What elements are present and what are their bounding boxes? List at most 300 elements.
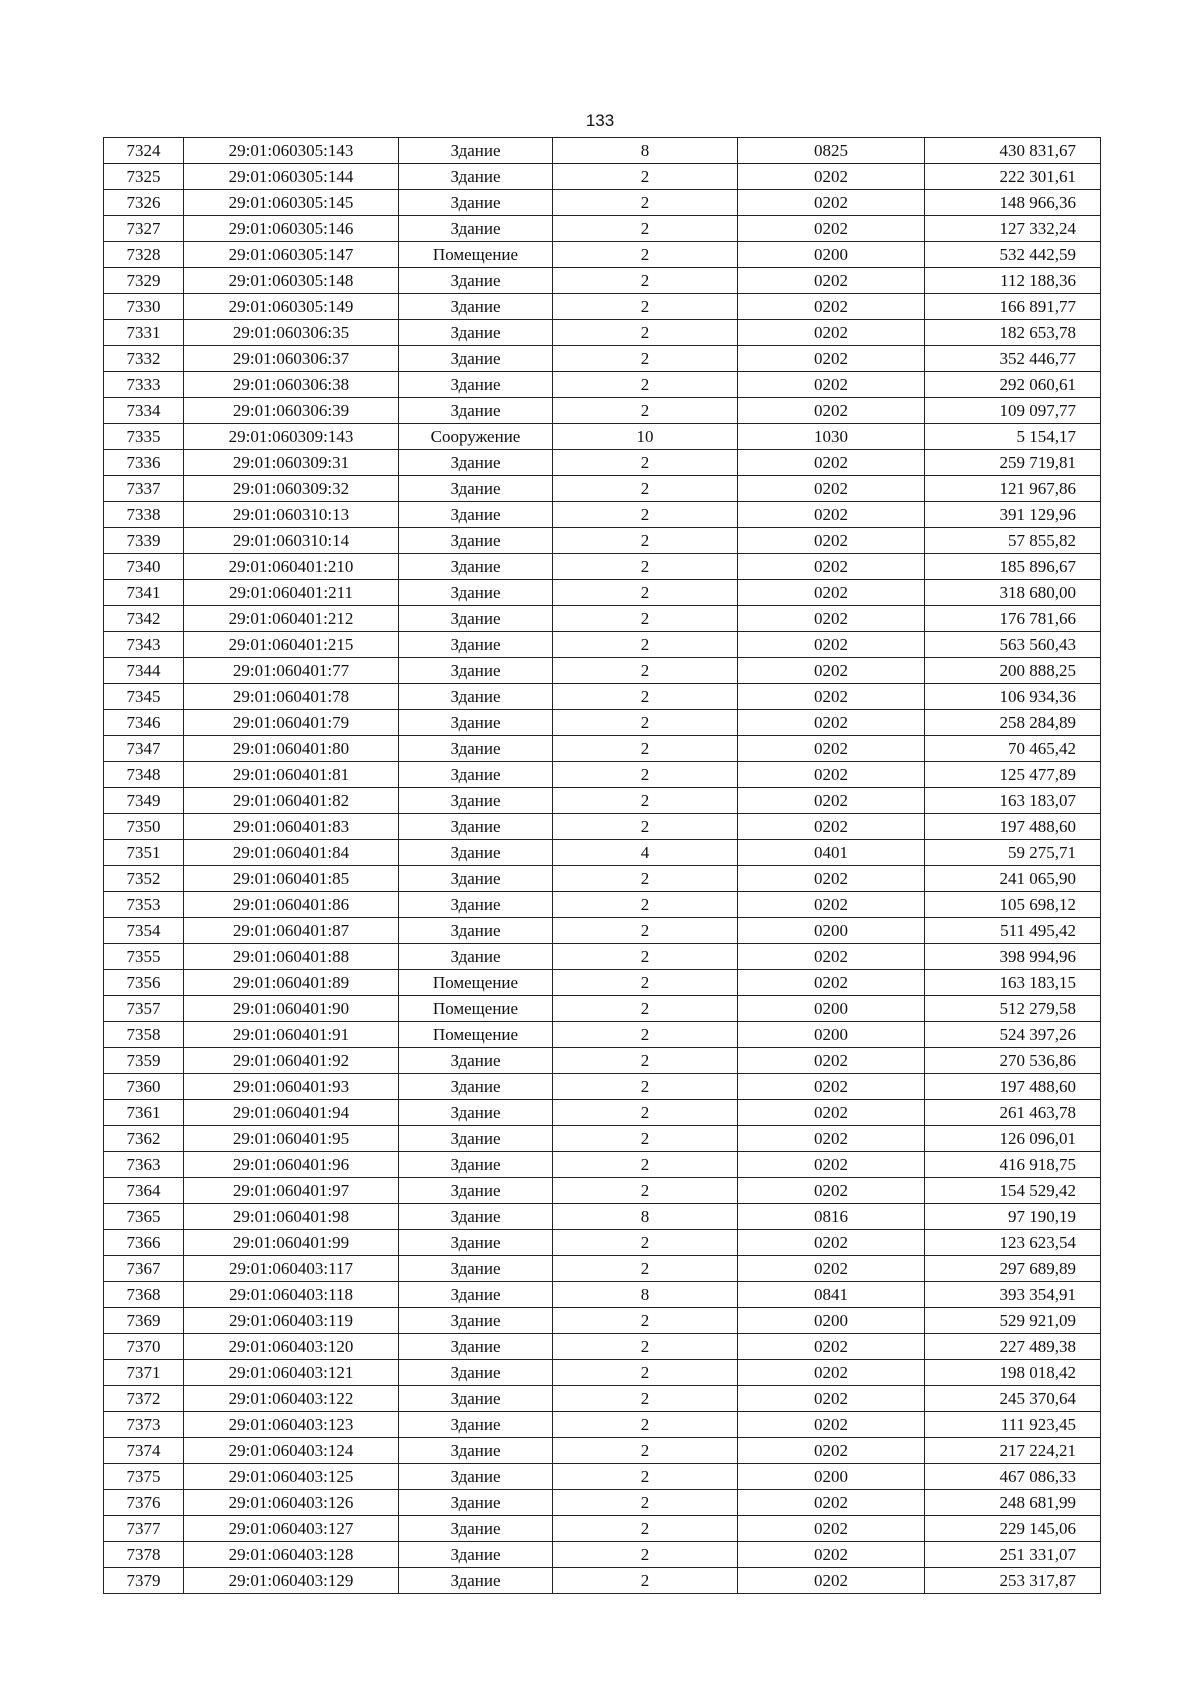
code-cell: 0202 <box>738 1230 925 1256</box>
code-cell: 0202 <box>738 1048 925 1074</box>
object-type-cell: Здание <box>399 1438 553 1464</box>
row-number-cell: 7362 <box>104 1126 184 1152</box>
object-type-cell: Помещение <box>399 1022 553 1048</box>
value-cell: 176 781,66 <box>925 606 1101 632</box>
table-row <box>104 1048 1101 1074</box>
object-type-cell: Здание <box>399 710 553 736</box>
table-row <box>104 242 1101 268</box>
cadastral-number-cell: 29:01:060401:88 <box>184 944 399 970</box>
object-type-cell: Здание <box>399 762 553 788</box>
group-cell: 2 <box>553 996 738 1022</box>
value-cell: 259 719,81 <box>925 450 1101 476</box>
table-row <box>104 710 1101 736</box>
row-number-cell: 7329 <box>104 268 184 294</box>
table-row <box>104 268 1101 294</box>
cadastral-number-cell: 29:01:060401:80 <box>184 736 399 762</box>
group-cell: 2 <box>553 320 738 346</box>
object-type-cell: Здание <box>399 1126 553 1152</box>
table-row <box>104 840 1101 866</box>
code-cell: 0202 <box>738 892 925 918</box>
code-cell: 0202 <box>738 684 925 710</box>
object-type-cell: Здание <box>399 502 553 528</box>
code-cell: 0202 <box>738 814 925 840</box>
row-number-cell: 7327 <box>104 216 184 242</box>
object-type-cell: Здание <box>399 294 553 320</box>
object-type-cell: Здание <box>399 164 553 190</box>
value-cell: 467 086,33 <box>925 1464 1101 1490</box>
group-cell: 2 <box>553 944 738 970</box>
object-type-cell: Помещение <box>399 996 553 1022</box>
cadastral-number-cell: 29:01:060401:211 <box>184 580 399 606</box>
object-type-cell: Здание <box>399 320 553 346</box>
object-type-cell: Здание <box>399 1100 553 1126</box>
code-cell: 0202 <box>738 294 925 320</box>
cadastral-number-cell: 29:01:060401:212 <box>184 606 399 632</box>
table-row <box>104 320 1101 346</box>
code-cell: 0202 <box>738 580 925 606</box>
object-type-cell: Здание <box>399 1152 553 1178</box>
group-cell: 2 <box>553 814 738 840</box>
group-cell: 2 <box>553 1308 738 1334</box>
group-cell: 2 <box>553 866 738 892</box>
cadastral-number-cell: 29:01:060403:119 <box>184 1308 399 1334</box>
table-row <box>104 502 1101 528</box>
cadastral-number-cell: 29:01:060305:146 <box>184 216 399 242</box>
row-number-cell: 7325 <box>104 164 184 190</box>
cadastral-number-cell: 29:01:060305:144 <box>184 164 399 190</box>
value-cell: 97 190,19 <box>925 1204 1101 1230</box>
value-cell: 197 488,60 <box>925 1074 1101 1100</box>
row-number-cell: 7339 <box>104 528 184 554</box>
cadastral-number-cell: 29:01:060403:123 <box>184 1412 399 1438</box>
table-row <box>104 528 1101 554</box>
object-type-cell: Здание <box>399 814 553 840</box>
table-row <box>104 216 1101 242</box>
row-number-cell: 7363 <box>104 1152 184 1178</box>
object-type-cell: Здание <box>399 1204 553 1230</box>
table-row <box>104 190 1101 216</box>
code-cell: 0202 <box>738 658 925 684</box>
row-number-cell: 7347 <box>104 736 184 762</box>
table-row <box>104 1178 1101 1204</box>
value-cell: 197 488,60 <box>925 814 1101 840</box>
value-cell: 148 966,36 <box>925 190 1101 216</box>
row-number-cell: 7364 <box>104 1178 184 1204</box>
value-cell: 391 129,96 <box>925 502 1101 528</box>
group-cell: 2 <box>553 1074 738 1100</box>
table-row <box>104 762 1101 788</box>
code-cell: 0202 <box>738 944 925 970</box>
row-number-cell: 7338 <box>104 502 184 528</box>
cadastral-number-cell: 29:01:060403:124 <box>184 1438 399 1464</box>
object-type-cell: Здание <box>399 190 553 216</box>
row-number-cell: 7355 <box>104 944 184 970</box>
table-row <box>104 1204 1101 1230</box>
code-cell: 0202 <box>738 1386 925 1412</box>
row-number-cell: 7367 <box>104 1256 184 1282</box>
object-type-cell: Здание <box>399 1412 553 1438</box>
value-cell: 241 065,90 <box>925 866 1101 892</box>
group-cell: 2 <box>553 190 738 216</box>
cadastral-number-cell: 29:01:060305:148 <box>184 268 399 294</box>
value-cell: 106 934,36 <box>925 684 1101 710</box>
value-cell: 512 279,58 <box>925 996 1101 1022</box>
cadastral-number-cell: 29:01:060401:91 <box>184 1022 399 1048</box>
cadastral-number-cell: 29:01:060403:127 <box>184 1516 399 1542</box>
table-row <box>104 1152 1101 1178</box>
table-row <box>104 1516 1101 1542</box>
value-cell: 125 477,89 <box>925 762 1101 788</box>
code-cell: 0202 <box>738 1516 925 1542</box>
row-number-cell: 7356 <box>104 970 184 996</box>
row-number-cell: 7360 <box>104 1074 184 1100</box>
table-row <box>104 450 1101 476</box>
value-cell: 166 891,77 <box>925 294 1101 320</box>
row-number-cell: 7330 <box>104 294 184 320</box>
row-number-cell: 7368 <box>104 1282 184 1308</box>
cadastral-number-cell: 29:01:060305:147 <box>184 242 399 268</box>
group-cell: 2 <box>553 1334 738 1360</box>
table-row <box>104 346 1101 372</box>
value-cell: 105 698,12 <box>925 892 1101 918</box>
object-type-cell: Здание <box>399 268 553 294</box>
value-cell: 123 623,54 <box>925 1230 1101 1256</box>
code-cell: 0200 <box>738 1464 925 1490</box>
group-cell: 2 <box>553 892 738 918</box>
value-cell: 297 689,89 <box>925 1256 1101 1282</box>
group-cell: 2 <box>553 1230 738 1256</box>
cadastral-number-cell: 29:01:060401:86 <box>184 892 399 918</box>
code-cell: 0202 <box>738 736 925 762</box>
group-cell: 8 <box>553 1282 738 1308</box>
cadastral-number-cell: 29:01:060401:77 <box>184 658 399 684</box>
value-cell: 70 465,42 <box>925 736 1101 762</box>
cadastral-number-cell: 29:01:060403:122 <box>184 1386 399 1412</box>
value-cell: 163 183,07 <box>925 788 1101 814</box>
cadastral-number-cell: 29:01:060401:92 <box>184 1048 399 1074</box>
cadastral-number-cell: 29:01:060401:93 <box>184 1074 399 1100</box>
table-row <box>104 294 1101 320</box>
value-cell: 430 831,67 <box>925 138 1101 164</box>
code-cell: 0825 <box>738 138 925 164</box>
page-number: 133 <box>585 111 615 130</box>
table-row <box>104 138 1101 164</box>
row-number-cell: 7366 <box>104 1230 184 1256</box>
value-cell: 112 188,36 <box>925 268 1101 294</box>
group-cell: 2 <box>553 1568 738 1594</box>
group-cell: 2 <box>553 736 738 762</box>
value-cell: 511 495,42 <box>925 918 1101 944</box>
code-cell: 0202 <box>738 1074 925 1100</box>
object-type-cell: Здание <box>399 1282 553 1308</box>
cadastral-number-cell: 29:01:060401:96 <box>184 1152 399 1178</box>
value-cell: 253 317,87 <box>925 1568 1101 1594</box>
value-cell: 398 994,96 <box>925 944 1101 970</box>
value-cell: 229 145,06 <box>925 1516 1101 1542</box>
cadastral-number-cell: 29:01:060401:97 <box>184 1178 399 1204</box>
object-type-cell: Здание <box>399 918 553 944</box>
group-cell: 2 <box>553 346 738 372</box>
code-cell: 0202 <box>738 866 925 892</box>
row-number-cell: 7376 <box>104 1490 184 1516</box>
table-row <box>104 814 1101 840</box>
code-cell: 0202 <box>738 476 925 502</box>
value-cell: 127 332,24 <box>925 216 1101 242</box>
value-cell: 57 855,82 <box>925 528 1101 554</box>
group-cell: 2 <box>553 1178 738 1204</box>
value-cell: 393 354,91 <box>925 1282 1101 1308</box>
table-row <box>104 1334 1101 1360</box>
group-cell: 2 <box>553 684 738 710</box>
object-type-cell: Здание <box>399 658 553 684</box>
row-number-cell: 7333 <box>104 372 184 398</box>
table-row <box>104 866 1101 892</box>
cadastral-number-cell: 29:01:060401:78 <box>184 684 399 710</box>
value-cell: 258 284,89 <box>925 710 1101 736</box>
table-row <box>104 606 1101 632</box>
value-cell: 416 918,75 <box>925 1152 1101 1178</box>
table-row <box>104 658 1101 684</box>
row-number-cell: 7374 <box>104 1438 184 1464</box>
code-cell: 0202 <box>738 190 925 216</box>
group-cell: 2 <box>553 242 738 268</box>
row-number-cell: 7346 <box>104 710 184 736</box>
code-cell: 0202 <box>738 320 925 346</box>
row-number-cell: 7331 <box>104 320 184 346</box>
value-cell: 352 446,77 <box>925 346 1101 372</box>
code-cell: 0202 <box>738 528 925 554</box>
cadastral-number-cell: 29:01:060403:126 <box>184 1490 399 1516</box>
cadastral-number-cell: 29:01:060305:149 <box>184 294 399 320</box>
code-cell: 0841 <box>738 1282 925 1308</box>
group-cell: 2 <box>553 294 738 320</box>
row-number-cell: 7357 <box>104 996 184 1022</box>
object-type-cell: Здание <box>399 788 553 814</box>
cadastral-number-cell: 29:01:060401:99 <box>184 1230 399 1256</box>
cadastral-number-cell: 29:01:060403:129 <box>184 1568 399 1594</box>
code-cell: 0202 <box>738 164 925 190</box>
table-row <box>104 1230 1101 1256</box>
group-cell: 2 <box>553 1464 738 1490</box>
object-type-cell: Здание <box>399 1490 553 1516</box>
table-row <box>104 1074 1101 1100</box>
table-row <box>104 1412 1101 1438</box>
code-cell: 0202 <box>738 372 925 398</box>
cadastral-number-cell: 29:01:060401:210 <box>184 554 399 580</box>
group-cell: 10 <box>553 424 738 450</box>
row-number-cell: 7341 <box>104 580 184 606</box>
value-cell: 121 967,86 <box>925 476 1101 502</box>
row-number-cell: 7377 <box>104 1516 184 1542</box>
value-cell: 154 529,42 <box>925 1178 1101 1204</box>
code-cell: 0200 <box>738 996 925 1022</box>
code-cell: 0202 <box>738 1490 925 1516</box>
table-row <box>104 1308 1101 1334</box>
group-cell: 2 <box>553 268 738 294</box>
row-number-cell: 7344 <box>104 658 184 684</box>
object-type-cell: Здание <box>399 138 553 164</box>
cadastral-number-cell: 29:01:060401:89 <box>184 970 399 996</box>
table-row <box>104 554 1101 580</box>
registry-table <box>103 137 1101 1594</box>
object-type-cell: Здание <box>399 632 553 658</box>
table-row <box>104 580 1101 606</box>
row-number-cell: 7348 <box>104 762 184 788</box>
code-cell: 0200 <box>738 1308 925 1334</box>
group-cell: 2 <box>553 632 738 658</box>
group-cell: 2 <box>553 606 738 632</box>
table-row <box>104 1386 1101 1412</box>
code-cell: 0202 <box>738 450 925 476</box>
object-type-cell: Здание <box>399 476 553 502</box>
group-cell: 2 <box>553 1360 738 1386</box>
cadastral-number-cell: 29:01:060309:143 <box>184 424 399 450</box>
row-number-cell: 7379 <box>104 1568 184 1594</box>
cadastral-number-cell: 29:01:060403:121 <box>184 1360 399 1386</box>
object-type-cell: Здание <box>399 528 553 554</box>
code-cell: 0202 <box>738 762 925 788</box>
group-cell: 2 <box>553 476 738 502</box>
object-type-cell: Здание <box>399 606 553 632</box>
value-cell: 126 096,01 <box>925 1126 1101 1152</box>
value-cell: 200 888,25 <box>925 658 1101 684</box>
table-row <box>104 944 1101 970</box>
row-number-cell: 7361 <box>104 1100 184 1126</box>
code-cell: 0202 <box>738 1412 925 1438</box>
object-type-cell: Здание <box>399 398 553 424</box>
value-cell: 248 681,99 <box>925 1490 1101 1516</box>
row-number-cell: 7340 <box>104 554 184 580</box>
table-row <box>104 1490 1101 1516</box>
row-number-cell: 7345 <box>104 684 184 710</box>
row-number-cell: 7372 <box>104 1386 184 1412</box>
code-cell: 1030 <box>738 424 925 450</box>
group-cell: 2 <box>553 398 738 424</box>
row-number-cell: 7328 <box>104 242 184 268</box>
row-number-cell: 7337 <box>104 476 184 502</box>
object-type-cell: Здание <box>399 554 553 580</box>
object-type-cell: Здание <box>399 1568 553 1594</box>
group-cell: 8 <box>553 138 738 164</box>
object-type-cell: Здание <box>399 1074 553 1100</box>
object-type-cell: Здание <box>399 1542 553 1568</box>
cadastral-number-cell: 29:01:060306:39 <box>184 398 399 424</box>
group-cell: 2 <box>553 528 738 554</box>
object-type-cell: Помещение <box>399 970 553 996</box>
cadastral-number-cell: 29:01:060401:90 <box>184 996 399 1022</box>
code-cell: 0202 <box>738 1568 925 1594</box>
row-number-cell: 7365 <box>104 1204 184 1230</box>
cadastral-number-cell: 29:01:060306:38 <box>184 372 399 398</box>
row-number-cell: 7343 <box>104 632 184 658</box>
table-row <box>104 1100 1101 1126</box>
code-cell: 0200 <box>738 1022 925 1048</box>
group-cell: 2 <box>553 1152 738 1178</box>
table-row <box>104 1464 1101 1490</box>
table-row <box>104 1282 1101 1308</box>
cadastral-number-cell: 29:01:060401:79 <box>184 710 399 736</box>
group-cell: 2 <box>553 1542 738 1568</box>
code-cell: 0202 <box>738 788 925 814</box>
table-row <box>104 892 1101 918</box>
table-row <box>104 398 1101 424</box>
cadastral-number-cell: 29:01:060305:143 <box>184 138 399 164</box>
table-row <box>104 1360 1101 1386</box>
table-row <box>104 1542 1101 1568</box>
code-cell: 0202 <box>738 1360 925 1386</box>
cadastral-number-cell: 29:01:060401:85 <box>184 866 399 892</box>
table-row <box>104 1568 1101 1594</box>
code-cell: 0202 <box>738 346 925 372</box>
code-cell: 0202 <box>738 1152 925 1178</box>
object-type-cell: Здание <box>399 944 553 970</box>
group-cell: 2 <box>553 1100 738 1126</box>
object-type-cell: Здание <box>399 450 553 476</box>
code-cell: 0202 <box>738 710 925 736</box>
table-row <box>104 736 1101 762</box>
group-cell: 2 <box>553 762 738 788</box>
row-number-cell: 7358 <box>104 1022 184 1048</box>
cadastral-number-cell: 29:01:060305:145 <box>184 190 399 216</box>
group-cell: 2 <box>553 164 738 190</box>
row-number-cell: 7334 <box>104 398 184 424</box>
table-row <box>104 996 1101 1022</box>
object-type-cell: Здание <box>399 1464 553 1490</box>
group-cell: 2 <box>553 1490 738 1516</box>
code-cell: 0200 <box>738 918 925 944</box>
group-cell: 2 <box>553 1022 738 1048</box>
row-number-cell: 7350 <box>104 814 184 840</box>
table-row <box>104 1022 1101 1048</box>
object-type-cell: Здание <box>399 1334 553 1360</box>
value-cell: 529 921,09 <box>925 1308 1101 1334</box>
table-row <box>104 476 1101 502</box>
row-number-cell: 7375 <box>104 1464 184 1490</box>
group-cell: 2 <box>553 1048 738 1074</box>
table-row <box>104 164 1101 190</box>
code-cell: 0202 <box>738 502 925 528</box>
value-cell: 217 224,21 <box>925 1438 1101 1464</box>
table-row <box>104 632 1101 658</box>
group-cell: 2 <box>553 1386 738 1412</box>
group-cell: 2 <box>553 372 738 398</box>
object-type-cell: Здание <box>399 840 553 866</box>
value-cell: 292 060,61 <box>925 372 1101 398</box>
cadastral-number-cell: 29:01:060310:13 <box>184 502 399 528</box>
cadastral-number-cell: 29:01:060401:215 <box>184 632 399 658</box>
table-row <box>104 372 1101 398</box>
group-cell: 2 <box>553 918 738 944</box>
table-row <box>104 1126 1101 1152</box>
table-row <box>104 788 1101 814</box>
row-number-cell: 7359 <box>104 1048 184 1074</box>
value-cell: 185 896,67 <box>925 554 1101 580</box>
value-cell: 198 018,42 <box>925 1360 1101 1386</box>
cadastral-number-cell: 29:01:060401:98 <box>184 1204 399 1230</box>
group-cell: 2 <box>553 580 738 606</box>
row-number-cell: 7342 <box>104 606 184 632</box>
object-type-cell: Здание <box>399 1360 553 1386</box>
group-cell: 2 <box>553 1126 738 1152</box>
object-type-cell: Здание <box>399 372 553 398</box>
value-cell: 109 097,77 <box>925 398 1101 424</box>
code-cell: 0202 <box>738 268 925 294</box>
object-type-cell: Здание <box>399 1230 553 1256</box>
value-cell: 270 536,86 <box>925 1048 1101 1074</box>
group-cell: 8 <box>553 1204 738 1230</box>
object-type-cell: Здание <box>399 1048 553 1074</box>
code-cell: 0202 <box>738 606 925 632</box>
